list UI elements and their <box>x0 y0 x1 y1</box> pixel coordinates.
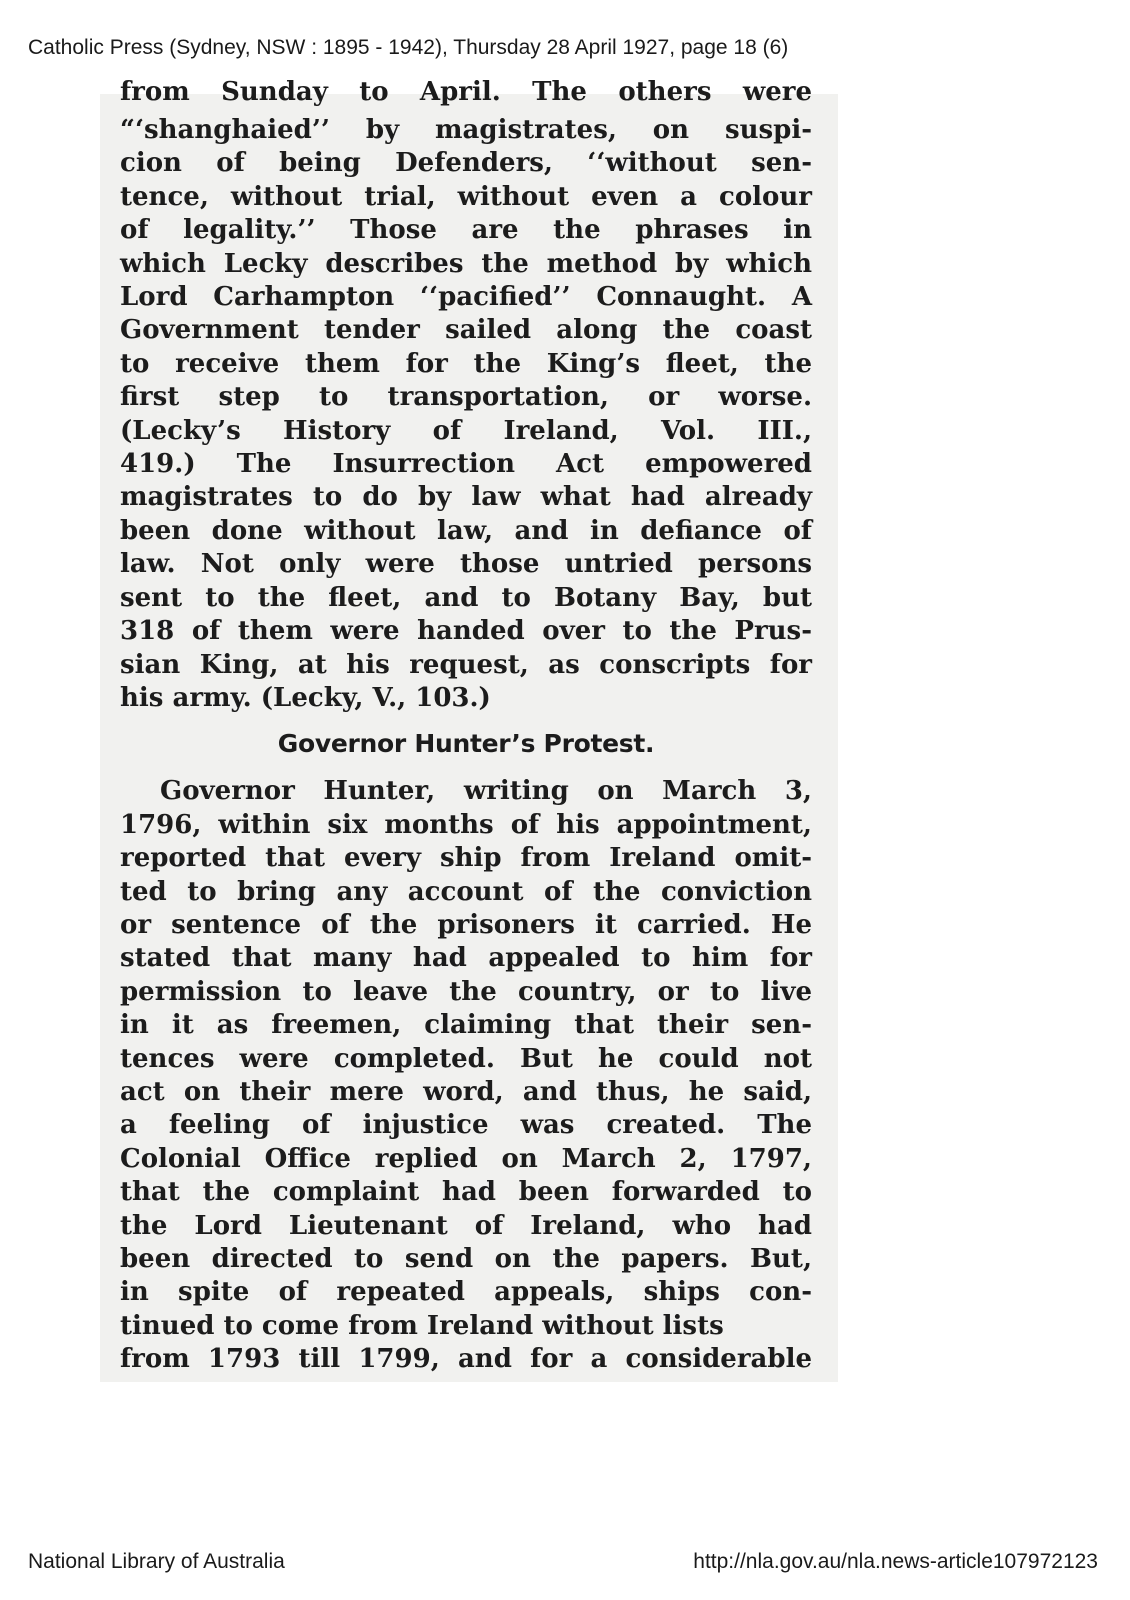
section-heading: Governor Hunter’s Protest. <box>277 729 655 759</box>
text-line: tinued to come from Ireland without lists <box>120 1310 724 1341</box>
text-line: his army. (Lecky, V., 103.) <box>120 682 491 713</box>
text-line: that the complaint had been forwarded to <box>120 1177 812 1208</box>
top-cut-line: from Sunday to April. The others were <box>120 77 812 107</box>
text-line: a feeling of injustice was created. The <box>120 1110 812 1141</box>
paragraph-2 <box>120 775 812 1343</box>
text-line: permission to leave the country, or to live <box>120 976 812 1007</box>
text-line: law. Not only were those untried persons <box>120 549 812 580</box>
newspaper-clipping <box>100 77 838 1382</box>
article-url[interactable]: http://nla.gov.au/nla.news-article107972123 <box>693 1550 1098 1573</box>
text-line: tences were completed. But he could not <box>120 1043 812 1074</box>
paragraph-1 <box>120 114 812 715</box>
text-line: reported that every ship from Ireland omit- <box>120 843 812 874</box>
text-line: stated that many had appealed to him for <box>120 943 812 974</box>
text-line: cion of being Defenders, ‘‘without sen- <box>120 148 812 179</box>
bottom-cut-line: from 1793 till 1799, and for a considerable <box>120 1344 812 1375</box>
text-line: Government tender sailed along the coast <box>120 315 812 346</box>
text-line: “‘shanghaied’’ by magistrates, on suspi- <box>120 115 812 145</box>
text-line: magistrates to do by law what had already <box>120 482 812 513</box>
text-line: 419.) The Insurrection Act empowered <box>120 449 812 480</box>
text-line: of legality.’’ Those are the phrases in <box>120 215 812 246</box>
text-line: the Lord Lieutenant of Ireland, who had <box>120 1210 812 1241</box>
text-line: or sentence of the prisoners it carried. He <box>120 909 812 940</box>
text-line: been done without law, and in defiance of <box>120 515 812 546</box>
text-line: in it as freemen, claiming that their sen- <box>120 1010 812 1041</box>
text-line: to receive them for the King’s fleet, the <box>120 348 812 379</box>
text-line: been directed to send on the papers. But, <box>120 1244 812 1274</box>
text-line: first step to transportation, or worse. <box>120 382 812 413</box>
text-line: (Lecky’s History of Ireland, Vol. III., <box>120 415 812 446</box>
text-line: sent to the fleet, and to Botany Bay, but <box>120 582 812 613</box>
text-line: in spite of repeated appeals, ships con- <box>120 1277 812 1308</box>
text-line: act on their mere word, and thus, he said, <box>120 1076 812 1107</box>
text-line: Governor Hunter, writing on March 3, <box>160 776 812 807</box>
text-line: Colonial Office replied on March 2, 1797, <box>120 1143 812 1174</box>
text-line: 1796, within six months of his appointment, <box>120 809 812 840</box>
text-line: sian King, at his request, as conscripts for <box>120 649 812 680</box>
article-body <box>120 77 812 1375</box>
text-line: Lord Carhampton ‘‘pacified’’ Connaught. A <box>120 282 812 313</box>
citation-header: Catholic Press (Sydney, NSW : 1895 - 1942), Thursday 28 April 1927, page 18 (6) <box>28 36 789 59</box>
source-label: National Library of Australia <box>28 1550 285 1573</box>
text-line: tence, without trial, without even a colour <box>120 181 812 212</box>
text-line: 318 of them were handed over to the Prus- <box>120 616 812 647</box>
text-line: which Lecky describes the method by which <box>120 248 812 279</box>
text-line: ted to bring any account of the conviction <box>120 876 812 907</box>
